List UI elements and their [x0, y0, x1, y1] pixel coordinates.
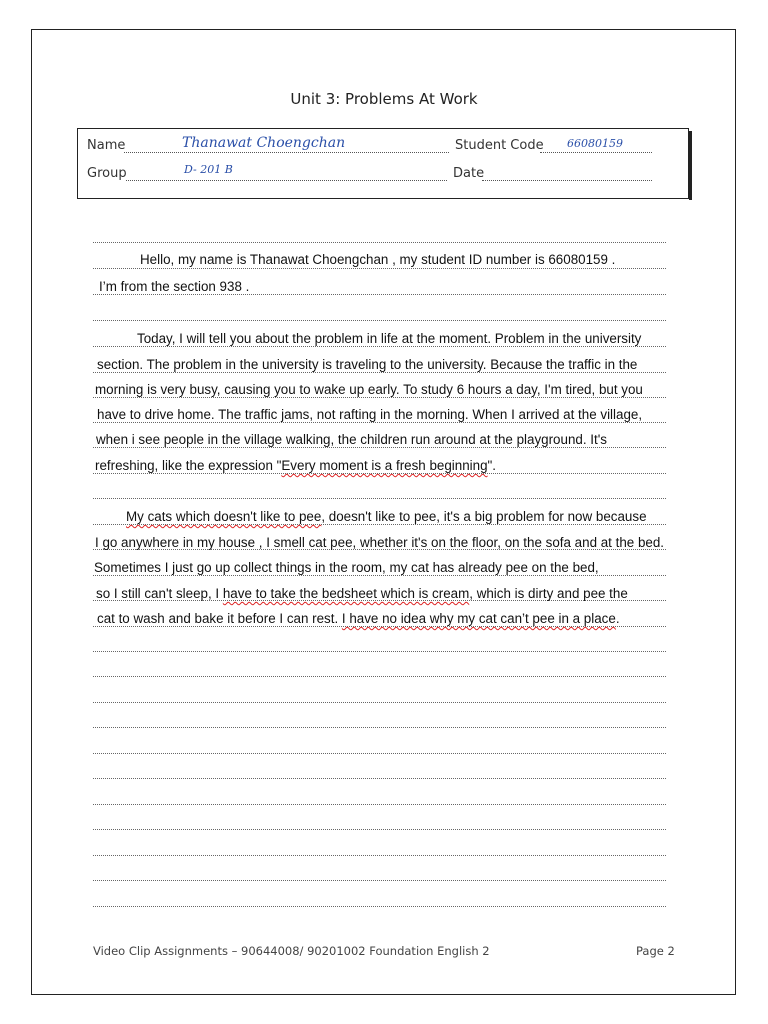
ruled-line: [93, 676, 666, 677]
ruled-line: [93, 498, 666, 499]
date-label: Date: [453, 166, 485, 181]
text-segment: so I still can't sleep, I: [96, 586, 223, 601]
ruled-line: [93, 242, 666, 243]
text-segment: ".: [487, 458, 497, 473]
group-value: D- 201 B: [184, 163, 233, 176]
text-segment: , which is dirty and pee the: [469, 586, 628, 601]
paragraph-3-line: [97, 611, 620, 626]
ruled-line: [93, 855, 666, 856]
ruled-line: [93, 906, 666, 907]
ruled-line: [93, 829, 666, 830]
text-segment: refreshing, like the expression ": [95, 458, 282, 473]
ruled-line: [93, 320, 666, 321]
ruled-line: [93, 651, 666, 652]
footer-course: Video Clip Assignments – 90644008/ 90201002 Foundation English 2: [93, 944, 490, 958]
ruled-line: [93, 422, 666, 423]
ruled-line: [93, 880, 666, 881]
ruled-line: [93, 727, 666, 728]
paragraph-3-line: [96, 586, 628, 601]
group-label: Group: [87, 166, 127, 181]
ruled-line: [93, 447, 666, 448]
ruled-line: [93, 397, 666, 398]
paragraph-2-line: morning is very busy, causing you to wake up early. To study 6 hours a day, I'm tired, but you: [95, 382, 643, 397]
ruled-line: [93, 524, 666, 525]
ruled-line: [93, 346, 666, 347]
ruled-line: [93, 804, 666, 805]
paragraph-2-line: [95, 458, 496, 473]
ruled-line: [93, 626, 666, 627]
name-label: Name: [87, 138, 126, 153]
page-title: Unit 3: Problems At Work: [290, 90, 478, 108]
text-segment: .: [615, 611, 620, 626]
ruled-line: [93, 473, 666, 474]
paragraph-3-line: [126, 509, 647, 524]
paragraph-3-line: I go anywhere in my house , I smell cat pee, whether it's on the floor, on the sofa and at the bed.: [95, 535, 665, 550]
ruled-line: [93, 372, 666, 373]
ruled-line: [93, 575, 666, 576]
spellcheck-underline: My cats which doesn't like to pee: [126, 509, 322, 524]
name-field[interactable]: [124, 152, 449, 153]
student-code-field[interactable]: [540, 152, 652, 153]
paragraph-1-line: I’m from the section 938 .: [99, 279, 250, 294]
date-field[interactable]: [482, 180, 652, 181]
ruled-line: [93, 753, 666, 754]
ruled-line: [93, 702, 666, 703]
name-value: Thanawat Choengchan: [182, 135, 346, 151]
ruled-line: [93, 294, 666, 295]
paragraph-2-line: section. The problem in the university is traveling to the university. Because the traffic in the: [97, 357, 638, 372]
text-segment: , doesn't like to pee, it's a big problem for now because: [321, 509, 647, 524]
footer-page-number: Page 2: [636, 944, 675, 958]
text-segment: cat to wash and bake it before I can rest.: [97, 611, 342, 626]
ruled-line: [93, 268, 666, 269]
spellcheck-underline: I have no idea why my cat can’t pee in a place: [341, 611, 616, 626]
paragraph-1-line: Hello, my name is Thanawat Choengchan , my student ID number is 66080159 .: [140, 252, 616, 267]
ruled-line: [93, 778, 666, 779]
spellcheck-underline: have to take the bedsheet which is cream: [222, 586, 470, 601]
group-field[interactable]: [126, 180, 447, 181]
paragraph-2-line: have to drive home. The traffic jams, not rafting in the morning. When I arrived at the village,: [97, 407, 643, 422]
student-code-value: 66080159: [567, 137, 623, 150]
paragraph-2-line: when i see people in the village walking, the children run around at the playground. It's: [96, 432, 607, 447]
student-code-label: Student Code: [455, 138, 544, 153]
paragraph-2-line: Today, I will tell you about the problem in life at the moment. Problem in the university: [137, 331, 642, 346]
paragraph-3-line: Sometimes I just go up collect things in the room, my cat has already pee on the bed,: [94, 560, 599, 575]
spellcheck-underline: Every moment is a fresh beginning: [281, 458, 488, 473]
